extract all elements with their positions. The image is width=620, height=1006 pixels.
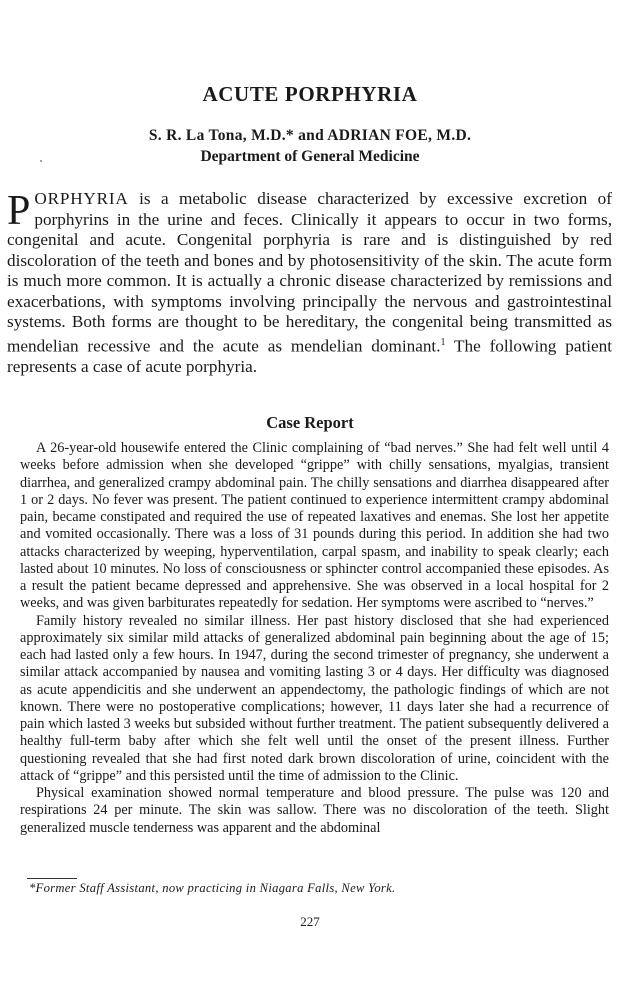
- section-heading: Case Report: [266, 413, 354, 432]
- intro-paragraph: [7, 189, 612, 377]
- author-department: Department of General Medicine: [200, 148, 420, 165]
- drop-cap: P: [7, 188, 31, 234]
- intro-text: is a metabolic disease characterized by excessive excretion of porphyrins in the urine and feces. Clinically it appears to occur in two forms, congenital and acute. Congenital porphyria is rare and is distinguished by red discoloration of the teeth and bones and by photosensitivity of the skin. The acute form is much more common. It is actually a chronic disease characterized by remissions and exacerbations, with symptoms involving principally the nervous and gastrointestinal systems. Both forms are thought to be hereditary, the congenital being transmitted as mendelian recessive and the acute as mendelian dominant.: [7, 189, 612, 356]
- body-paragraph: A 26-year-old housewife entered the Clinic complaining of “bad nerves.” She had felt well until 4 weeks before admission when she developed “grippe” with chilly sensations, myalgias, transient diarrhea, and generalized crampy abdominal pain. The chilly sensations and diarrhea disappeared after 1 or 2 days. No fever was present. The patient continued to experience intermittent crampy abdominal pain, became constipated and required the use of repeated laxatives and enemas. She lost her appetite and vomited occasionally. There was a loss of 31 pounds during this period. In addition she had two attacks characterized by weeping, hyperventilation, carpal spasm, and inability to speak clearly; each lasted about 10 minutes. No loss of consciousness or sphincter control accompanied these episodes. As a result the patient became depressed and apprehensive. She was observed in a local hospital for 2 weeks, and was given barbiturates repeatedly for sedation. Her symptoms were ascribed to “nerves.”: [20, 440, 609, 612]
- footnote-rule: [27, 878, 77, 879]
- intro-text-end: The following patient represents a case of acute porphyria.: [7, 336, 612, 376]
- body-paragraph: Family history revealed no similar illness. Her past history disclosed that she had experienced approximately six similar mild attacks of generalized abdominal pain beginning about the age of 15; each had lasted only a few hours. In 1947, during the second trimester of pregnancy, she underwent a similar attack accompanied by nausea and vomiting lasting 3 or 4 days. Her difficulty was diagnosed as acute appendicitis and she underwent an appendectomy, the pathologic findings of which are not known. There were no postoperative complications; however, 11 days later she had a recurrence of pain which lasted 3 weeks but subsided without further treatment. The patient subsequently delivered a healthy full-term baby after which she felt well until the onset of the present illness. Further questioning revealed that she had first noted dark brown discoloration of urine, coincident with the attack of “grippe” and this persisted until the time of admission to the Clinic.: [20, 612, 609, 784]
- intro-first-word: ORPHYRIA: [34, 189, 129, 208]
- footnote: *Former Staff Assistant, now practicing in Niagara Falls, New York.: [29, 881, 396, 895]
- footnote-ref: 1: [440, 336, 446, 348]
- print-speck: [40, 160, 42, 162]
- article-title: ACUTE PORPHYRIA: [202, 82, 418, 106]
- case-report-body: [20, 440, 609, 837]
- page-number: 227: [300, 914, 320, 929]
- article-authors: S. R. La Tona, M.D.* and ADRIAN FOE, M.D.: [148, 127, 472, 144]
- body-paragraph: Physical examination showed normal temperature and blood pressure. The pulse was 120 and respirations 24 per minute. The skin was sallow. There was no discoloration of the teeth. Slight generalized muscle tenderness was apparent and the abdominal: [20, 785, 609, 836]
